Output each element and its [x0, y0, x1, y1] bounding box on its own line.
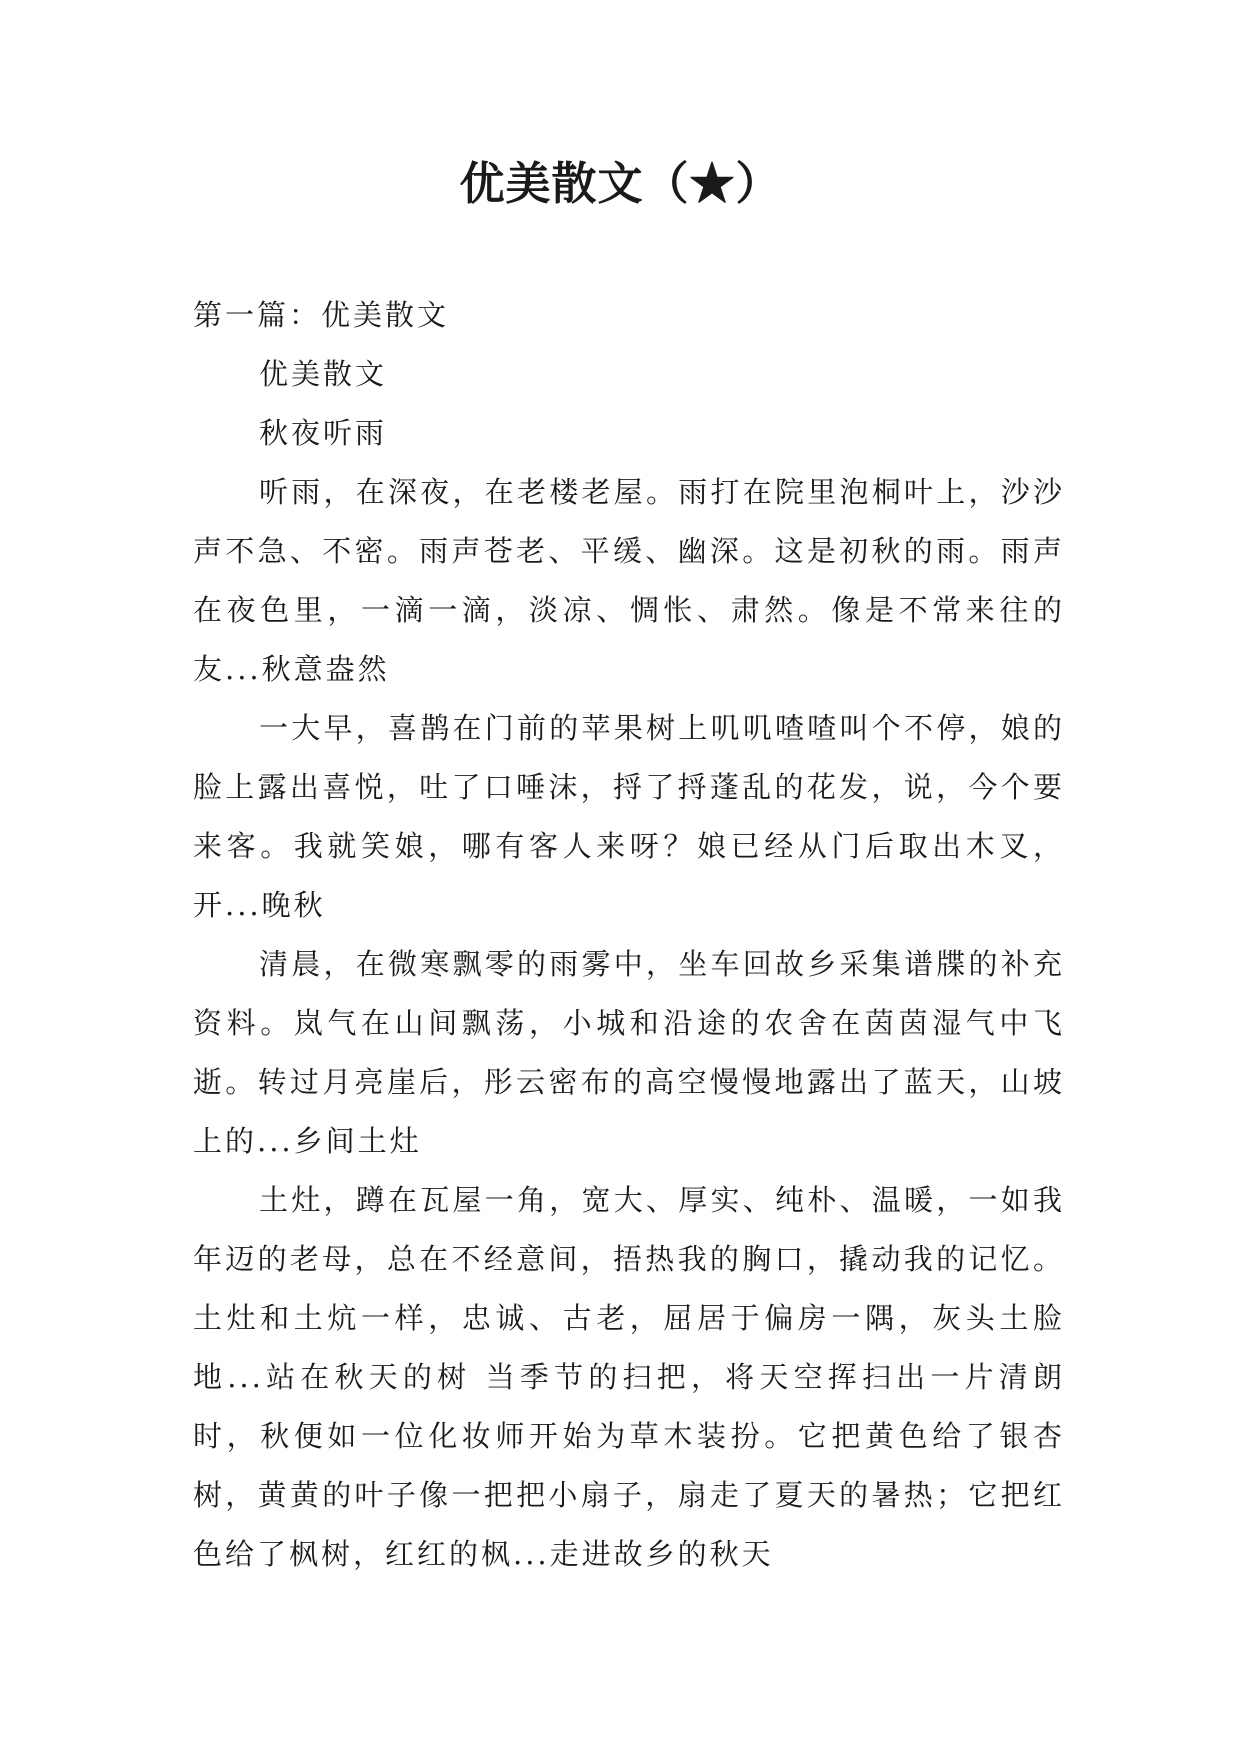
document-title: 优美散文（★）: [459, 157, 782, 210]
paragraph-chapter-heading: 第一篇：优美散文: [193, 298, 450, 332]
paragraph-hometown-trip: 清晨，在微寒飘零的雨雾中，坐车回故乡采集谱牒的补充资料。岚气在山间飘荡，小城和沿途的农舍在茵茵湿气中飞逝。转过月亮崖后，彤云密布的高空慢慢地露出了蓝天，山坡上的...乡间土灶: [193, 947, 1065, 1158]
paragraph-magpie-morning: 一大早，喜鹊在门前的苹果树上叽叽喳喳叫个不停，娘的脸上露出喜悦，吐了口唾沫，捋了捋蓬乱的花发，说，今个要来客。我就笑娘，哪有客人来呀？娘已经从门后取出木叉，开...晚秋: [193, 711, 1065, 922]
paragraph-autumn-night-rain: 听雨，在深夜，在老楼老屋。雨打在院里泡桐叶上，沙沙声不急、不密。雨声苍老、平缓、幽深。这是初秋的雨。雨声在夜色里，一滴一滴，淡凉、惆怅、肃然。像是不常来往的友...秋意盎然: [193, 475, 1065, 686]
paragraph-earth-stove: 土灶，蹲在瓦屋一角，宽大、厚实、纯朴、温暖，一如我年迈的老母，总在不经意间，捂热我的胸口，撬动我的记忆。土灶和土炕一样，忠诚、古老，屈居于偏房一隅，灰头土脸地...站在秋天的树 当季节的扫把，将天空挥扫出一片清朗时，秋便如一位化妆师开始为草木装扮。它把黄色给了银杏树，黄黄的叶子像一把把小扇子，扇走了夏天的暑热；它把红色给了枫树，红红的枫...走进故乡的秋天: [193, 1183, 1065, 1571]
paragraph-essay-title: 秋夜听雨: [259, 416, 388, 450]
document-body: [193, 286, 1065, 1584]
paragraph-subheading: 优美散文: [259, 357, 388, 391]
